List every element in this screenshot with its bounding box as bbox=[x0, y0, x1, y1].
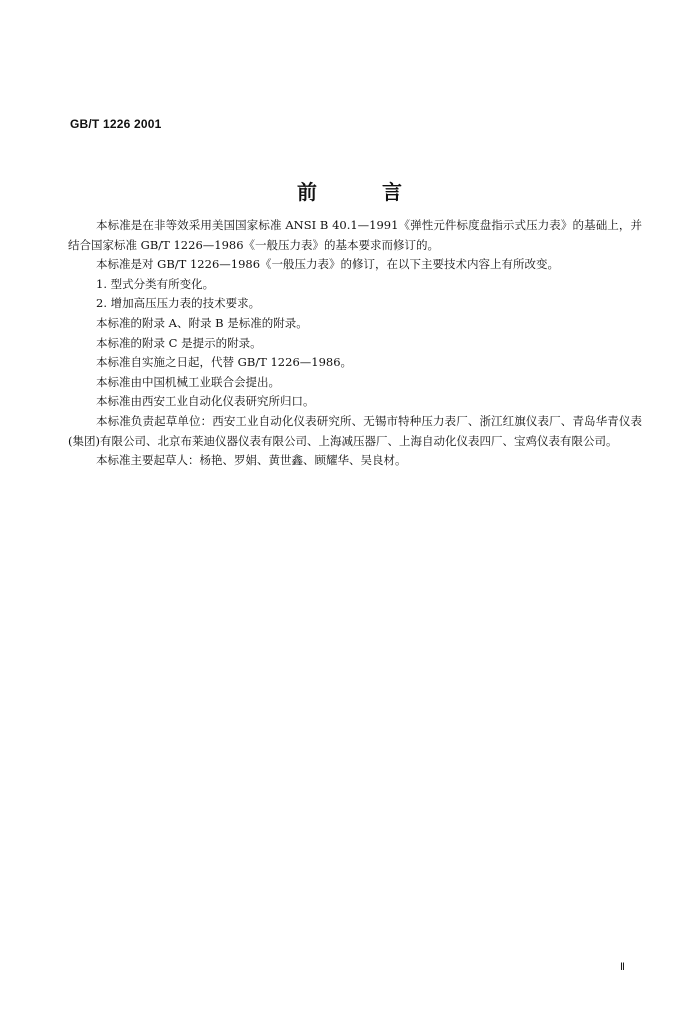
standard-code: GB/T 1226 2001 bbox=[70, 117, 162, 131]
paragraph-appendix-informative: 本标准的附录 C 是提示的附录。 bbox=[96, 335, 262, 350]
paragraph-change-1: 1. 型式分类有所变化。 bbox=[96, 276, 215, 291]
paragraph-administrator: 本标准由西安工业自动化仪表研究所归口。 bbox=[96, 394, 315, 409]
paragraph-drafting-units: 本标准负责起草单位：西安工业自动化仪表研究所、无锡市特种压力表厂、浙江红旗仪表厂、青岛华青仪表(集团)有限公司、北京布莱迪仪器仪表有限公司、上海减压器厂、上海自动化仪表四厂、宝鸡仪表有限公司。 bbox=[68, 413, 642, 448]
page-number: Ⅱ bbox=[620, 962, 625, 973]
paragraph-replacement: 本标准自实施之日起，代替 GB/T 1226—1986。 bbox=[96, 355, 353, 370]
paragraph-change-2: 2. 增加高压压力表的技术要求。 bbox=[96, 296, 261, 311]
document-body bbox=[68, 216, 642, 471]
paragraph-basis: 本标准是在非等效采用美国国家标准 ANSI B 40.1—1991《弹性元件标度盘指示式压力表》的基础上，并结合国家标准 GB/T 1226—1986《一般压力表》的基本要求而修订的。 bbox=[68, 218, 642, 252]
paragraph-drafters: 本标准主要起草人：杨艳、罗娟、黄世鑫、顾耀华、吴良材。 bbox=[96, 453, 407, 468]
paragraph-proposer: 本标准由中国机械工业联合会提出。 bbox=[96, 374, 280, 389]
page-title: 前 言 bbox=[297, 180, 402, 204]
paragraph-appendix-normative: 本标准的附录 A、附录 B 是标准的附录。 bbox=[96, 315, 308, 330]
paragraph-revision: 本标准是对 GB/T 1226—1986《一般压力表》的修订，在以下主要技术内容上有所改变。 bbox=[96, 257, 560, 272]
